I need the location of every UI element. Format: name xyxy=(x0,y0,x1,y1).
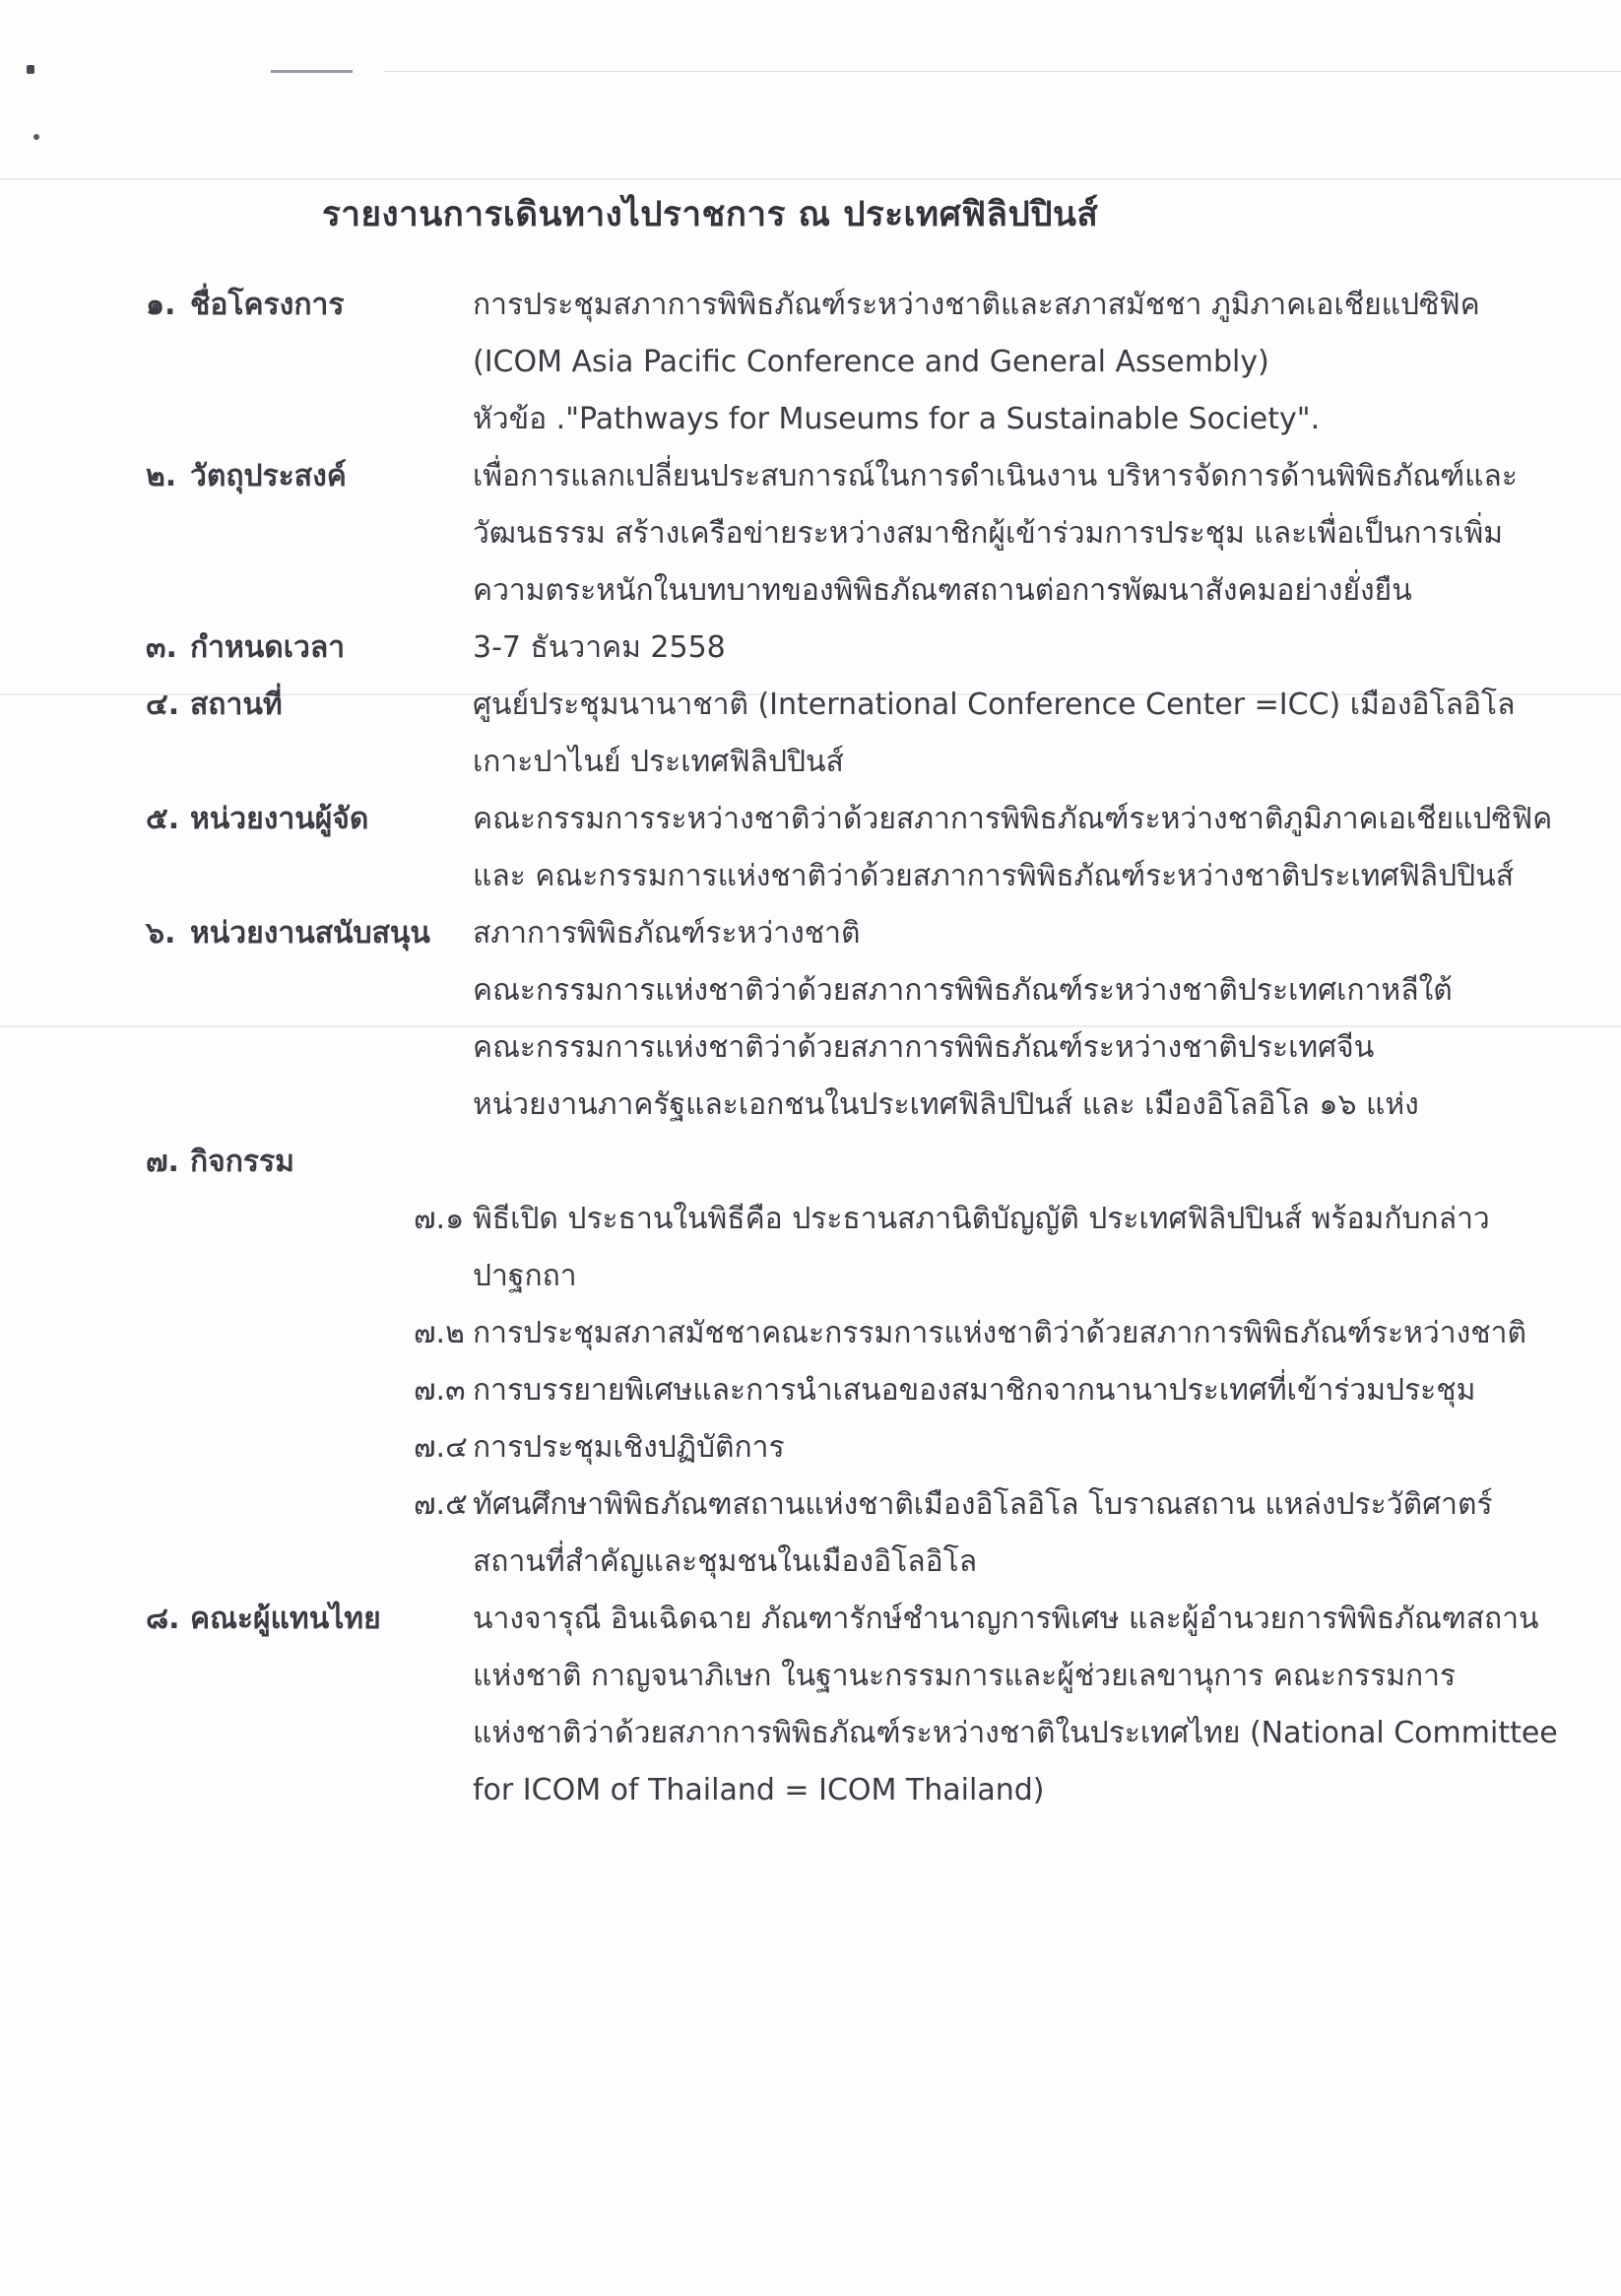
content-line: แห่งชาติว่าด้วยสภาการพิพิธภัณฑ์ระหว่างชาติในประเทศไทย (National Committee xyxy=(473,1716,1558,1750)
subitem-content xyxy=(473,1362,1621,1419)
content-line: นางจารุณี อินเฉิดฉาย ภัณฑารักษ์ชำนาญการพิเศษ และผู้อำนวยการพิพิธภัณฑสถาน xyxy=(473,1602,1539,1636)
report-subitem-7-3 xyxy=(0,1362,1621,1419)
content-line: การประชุมเชิงปฏิบัติการ xyxy=(473,1430,785,1465)
item-content xyxy=(473,277,1621,448)
content-line: เกาะปาไนย์ ประเทศฟิลิปปินส์ xyxy=(473,745,844,779)
content-line: หน่วยงานภาครัฐและเอกชนในประเทศฟิลิปปินส์ และ เมืองอิโลอิโล ๑๖ แห่ง xyxy=(473,1087,1419,1122)
document-title: รายงานการเดินทางไปราชการ ณ ประเทศฟิลิปปินส์ xyxy=(322,195,1099,234)
scan-artifact-streak xyxy=(384,71,1621,72)
report-subitem-7-1 xyxy=(0,1191,1621,1305)
content-line: การประชุมสภาสมัชชาคณะกรรมการแห่งชาติว่าด้วยสภาการพิพิธภัณฑ์ระหว่างชาติ xyxy=(473,1316,1526,1350)
content-line: สถานที่สำคัญและชุมชนในเมืองอิโลอิโล xyxy=(473,1544,978,1579)
scan-artifact-dot xyxy=(27,65,34,74)
item-number: ๒. xyxy=(146,459,177,493)
subitem-content xyxy=(473,1191,1621,1305)
report-subitem-7-4 xyxy=(0,1419,1621,1476)
subitem-number: ๗.๑ xyxy=(414,1202,465,1236)
scan-artifact-dot xyxy=(33,134,39,140)
item-label: กำหนดเวลา xyxy=(190,630,346,665)
report-item-venue xyxy=(0,677,1621,791)
content-line: ปาฐกถา xyxy=(473,1259,577,1293)
content-line: คณะกรรมการระหว่างชาติว่าด้วยสภาการพิพิธภัณฑ์ระหว่างชาติภูมิภาคเอเชียแปซิฟิค xyxy=(473,802,1553,836)
report-item-schedule xyxy=(0,620,1621,677)
content-line: 3-7 ธันวาคม 2558 xyxy=(473,630,726,665)
item-number: ๔. xyxy=(146,688,180,722)
content-line: การบรรยายพิเศษและการนำเสนอของสมาชิกจากนานาประเทศที่เข้าร่วมประชุม xyxy=(473,1373,1476,1408)
content-line: หัวข้อ ."Pathways for Museums for a Sustainable Society". xyxy=(473,402,1321,436)
item-content xyxy=(473,677,1621,791)
item-content xyxy=(473,620,1621,677)
report-subitem-7-2 xyxy=(0,1305,1621,1362)
subitem-content xyxy=(473,1476,1621,1591)
item-content xyxy=(473,1591,1621,1819)
subitem-content xyxy=(473,1419,1621,1476)
scan-artifact-line xyxy=(0,178,1621,180)
content-line: เพื่อการแลกเปลี่ยนประสบการณ์ในการดำเนินงาน บริหารจัดการด้านพิพิธภัณฑ์และ xyxy=(473,459,1518,493)
report-item-organizer xyxy=(0,791,1621,905)
content-line: แห่งชาติ กาญจนาภิเษก ในฐานะกรรมการและผู้ช่วยเลขานุการ คณะกรรมการ xyxy=(473,1659,1457,1693)
content-line: คณะกรรมการแห่งชาติว่าด้วยสภาการพิพิธภัณฑ์ระหว่างชาติประเทศเกาหลีใต้ xyxy=(473,973,1453,1008)
content-line: ความตระหนักในบทบาทของพิพิธภัณฑสถานต่อการพัฒนาสังคมอย่างยั่งยืน xyxy=(473,573,1412,608)
item-label: คณะผู้แทนไทย xyxy=(190,1602,381,1636)
document-body xyxy=(0,277,1621,1819)
content-line: (ICOM Asia Pacific Conference and General Assembly) xyxy=(473,345,1269,379)
item-label: กิจกรรม xyxy=(190,1145,294,1179)
content-line: ศูนย์ประชุมนานาชาติ (International Conference Center =ICC) เมืองอิโลอิโล xyxy=(473,688,1516,722)
content-line: พิธีเปิด ประธานในพิธีคือ ประธานสภานิติบัญญัติ ประเทศฟิลิปปินส์ พร้อมกับกล่าว xyxy=(473,1202,1490,1236)
item-number: ๖. xyxy=(146,916,176,951)
report-item-thai-delegation xyxy=(0,1591,1621,1819)
report-item-activities xyxy=(0,1134,1621,1191)
subitem-number: ๗.๔ xyxy=(414,1430,468,1465)
report-item-supporting-agencies xyxy=(0,905,1621,1134)
item-content xyxy=(473,791,1621,905)
content-line: ทัศนศึกษาพิพิธภัณฑสถานแห่งชาติเมืองอิโลอิโล โบราณสถาน แหล่งประวัติศาตร์ xyxy=(473,1487,1493,1522)
item-number: ๗. xyxy=(146,1145,179,1179)
item-label: สถานที่ xyxy=(190,688,283,722)
item-content xyxy=(473,905,1621,1134)
report-subitem-7-5 xyxy=(0,1476,1621,1591)
subitem-number: ๗.๓ xyxy=(414,1373,466,1408)
item-number: ๘. xyxy=(146,1602,180,1636)
report-item-project-name xyxy=(0,277,1621,448)
subitem-number: ๗.๕ xyxy=(414,1487,468,1522)
subitem-number: ๗.๒ xyxy=(414,1316,465,1350)
item-number: ๑. xyxy=(146,288,176,322)
content-line: for ICOM of Thailand = ICOM Thailand) xyxy=(473,1773,1045,1807)
content-line: การประชุมสภาการพิพิธภัณฑ์ระหว่างชาติและสภาสมัชชา ภูมิภาคเอเชียแปซิฟิค xyxy=(473,288,1480,322)
content-line: สภาการพิพิธภัณฑ์ระหว่างชาติ xyxy=(473,916,861,951)
subitem-content xyxy=(473,1305,1621,1362)
report-item-objective xyxy=(0,448,1621,620)
item-label: หน่วยงานสนับสนุน xyxy=(190,916,430,951)
item-label: วัตถุประสงค์ xyxy=(190,459,347,493)
item-label: ชื่อโครงการ xyxy=(190,288,345,322)
content-line: วัฒนธรรม สร้างเครือข่ายระหว่างสมาชิกผู้เข้าร่วมการประชุม และเพื่อเป็นการเพิ่ม xyxy=(473,516,1504,551)
item-content xyxy=(473,448,1621,620)
item-label: หน่วยงานผู้จัด xyxy=(190,802,369,836)
item-number: ๓. xyxy=(146,630,177,665)
item-number: ๕. xyxy=(146,802,180,836)
content-line: คณะกรรมการแห่งชาติว่าด้วยสภาการพิพิธภัณฑ์ระหว่างชาติประเทศจีน xyxy=(473,1030,1375,1065)
content-line: และ คณะกรรมการแห่งชาติว่าด้วยสภาการพิพิธภัณฑ์ระหว่างชาติประเทศฟิลิปปินส์ xyxy=(473,859,1515,893)
scan-artifact-streak xyxy=(271,70,353,73)
